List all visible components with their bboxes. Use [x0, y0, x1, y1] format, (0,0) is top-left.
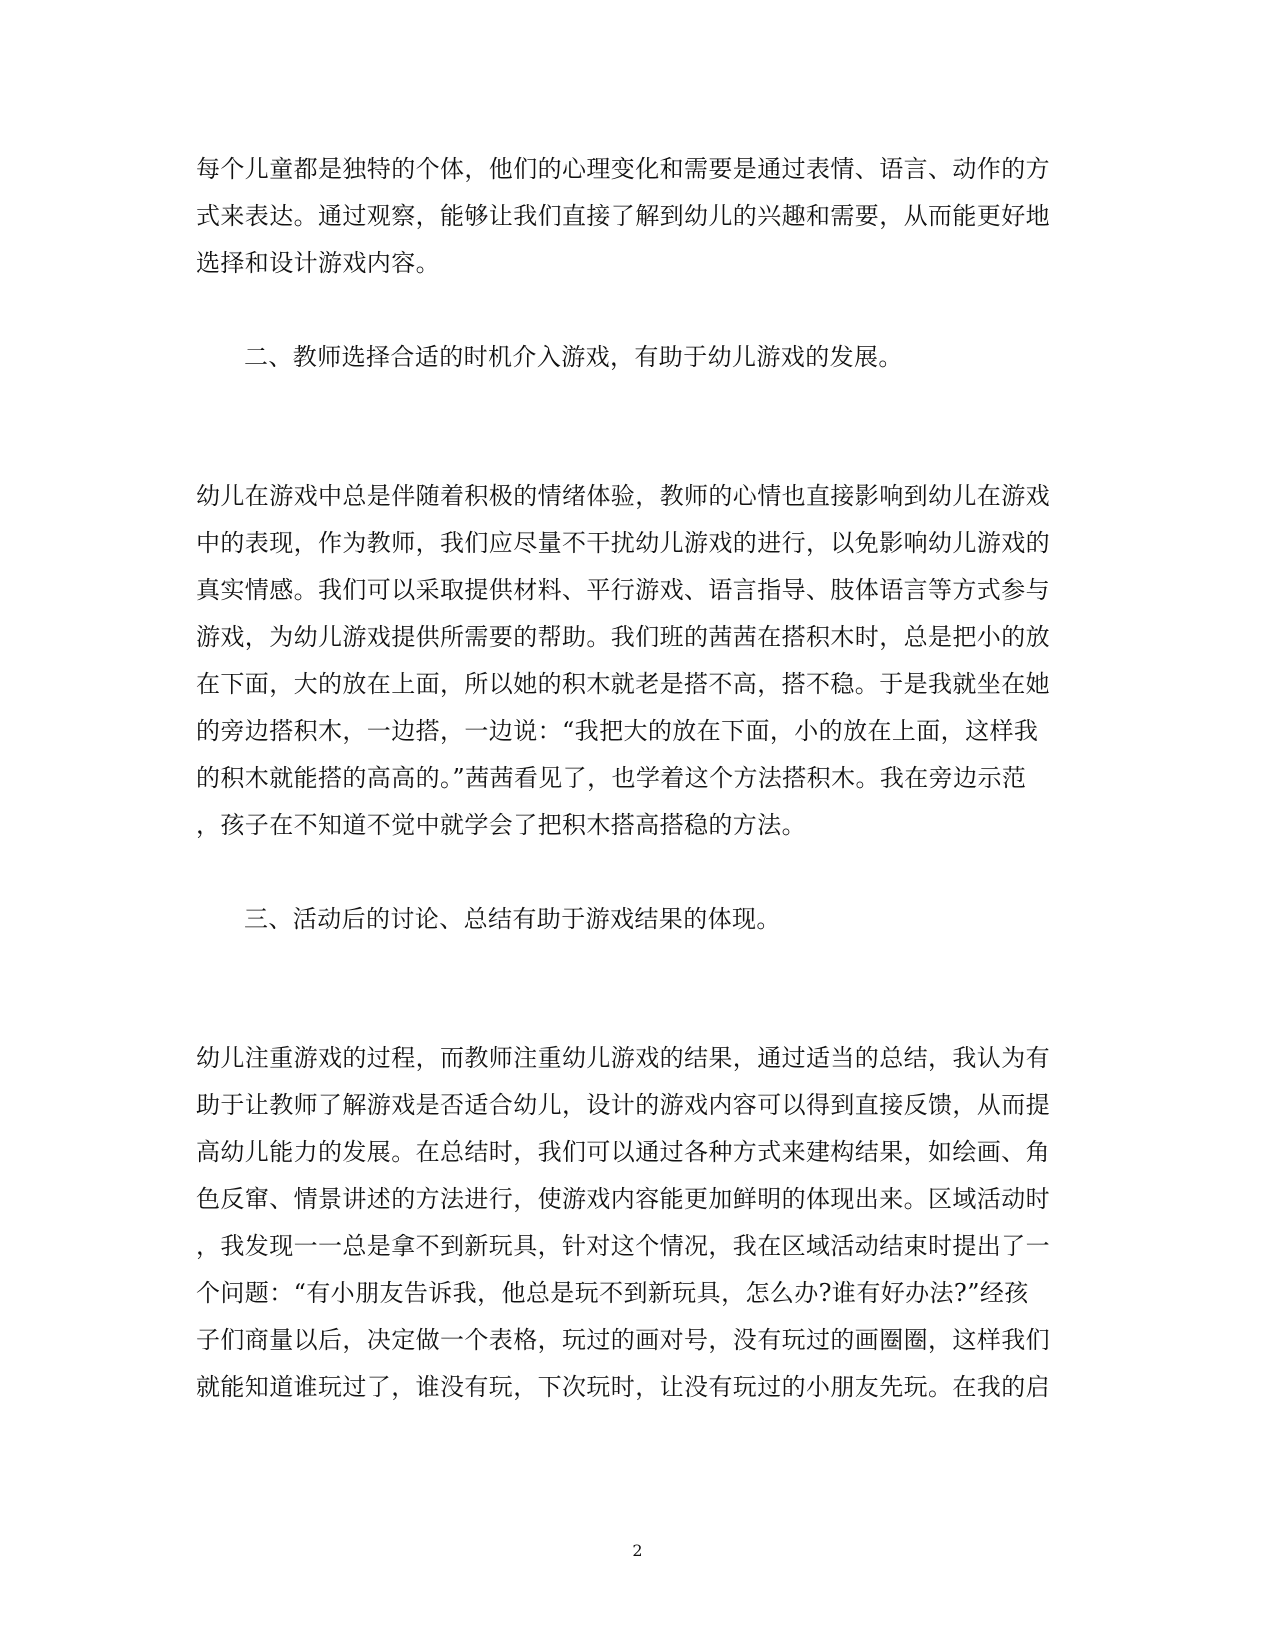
paragraph-2-line-5: 在下面，大的放在上面，所以她的积木就老是搭不高，搭不稳。于是我就坐在她 — [196, 670, 1050, 698]
page-number: 2 — [632, 1541, 643, 1560]
paragraph-3-line-4: 色反窜、情景讲述的方法进行，使游戏内容能更加鲜明的体现出来。区域活动时 — [196, 1185, 1050, 1213]
paragraph-2-line-4: 游戏，为幼儿游戏提供所需要的帮助。我们班的茜茜在搭积木时，总是把小的放 — [196, 623, 1050, 651]
paragraph-2-line-2: 中的表现，作为教师，我们应尽量不干扰幼儿游戏的进行，以免影响幼儿游戏的 — [196, 529, 1050, 557]
section-heading-3: 三、活动后的讨论、总结有助于游戏结果的体现。 — [244, 905, 781, 933]
paragraph-3-line-8: 就能知道谁玩过了，谁没有玩，下次玩时，让没有玩过的小朋友先玩。在我的启 — [196, 1373, 1050, 1401]
paragraph-2-line-3: 真实情感。我们可以采取提供材料、平行游戏、语言指导、肢体语言等方式参与 — [196, 576, 1050, 604]
paragraph-3-line-3: 高幼儿能力的发展。在总结时，我们可以通过各种方式来建构结果，如绘画、角 — [196, 1138, 1050, 1166]
paragraph-3-line-2: 助于让教师了解游戏是否适合幼儿，设计的游戏内容可以得到直接反馈，从而提 — [196, 1091, 1050, 1119]
paragraph-2-line-1: 幼儿在游戏中总是伴随着积极的情绪体验，教师的心情也直接影响到幼儿在游戏 — [196, 482, 1050, 510]
paragraph-3-line-1: 幼儿注重游戏的过程，而教师注重幼儿游戏的结果，通过适当的总结，我认为有 — [196, 1044, 1050, 1072]
paragraph-3-line-6: 个问题：“有小朋友告诉我，他总是玩不到新玩具，怎么办?谁有好办法?”经孩 — [196, 1279, 1029, 1307]
paragraph-2-line-8: ，孩子在不知道不觉中就学会了把积木搭高搭稳的方法。 — [196, 811, 806, 839]
section-heading-2: 二、教师选择合适的时机介入游戏，有助于幼儿游戏的发展。 — [244, 343, 903, 371]
paragraph-1-line-1: 每个儿童都是独特的个体，他们的心理变化和需要是通过表情、语言、动作的方 — [196, 155, 1050, 183]
paragraph-1-line-3: 选择和设计游戏内容。 — [196, 249, 440, 277]
paragraph-1-line-2: 式来表达。通过观察，能够让我们直接了解到幼儿的兴趣和需要，从而能更好地 — [196, 202, 1050, 230]
paragraph-2-line-6: 的旁边搭积木，一边搭，一边说：“我把大的放在下面，小的放在上面，这样我 — [196, 717, 1039, 745]
paragraph-2-line-7: 的积木就能搭的高高的。”茜茜看见了，也学着这个方法搭积木。我在旁边示范 — [196, 764, 1027, 792]
paragraph-3-line-7: 子们商量以后，决定做一个表格，玩过的画对号，没有玩过的画圈圈，这样我们 — [196, 1326, 1050, 1354]
paragraph-3-line-5: ，我发现一一总是拿不到新玩具，针对这个情况，我在区域活动结束时提出了一 — [196, 1232, 1050, 1260]
